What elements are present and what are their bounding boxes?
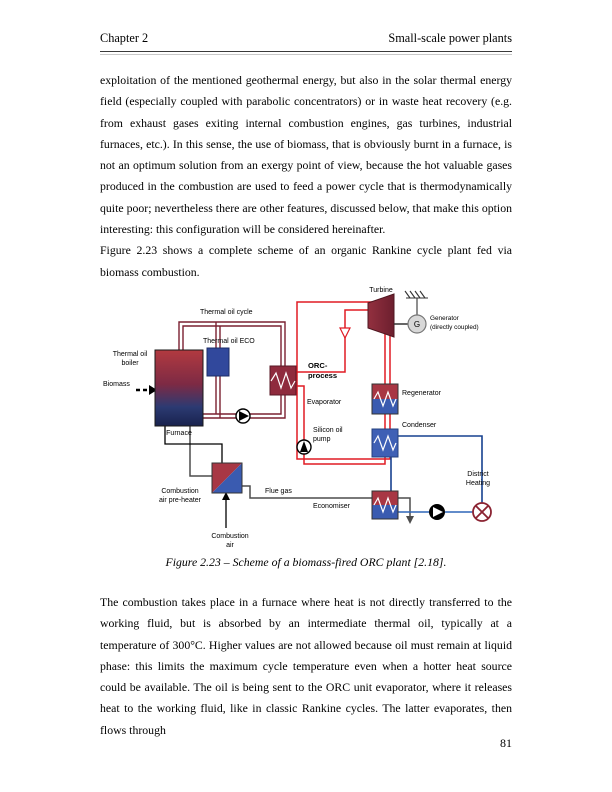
valve-icon bbox=[340, 328, 350, 338]
district-heating-consumer-icon bbox=[473, 503, 491, 521]
thermal-oil-boiler-shape bbox=[155, 350, 203, 426]
label-economiser: Economiser bbox=[313, 503, 350, 510]
label-silicon-pump-2: pump bbox=[313, 436, 331, 443]
running-header-title: Small-scale power plants bbox=[388, 31, 512, 45]
paragraph-intro: exploitation of the mentioned geothermal energy, but also in the solar thermal energy field (especially coupled with parabolic concentrators) or in waste heat recovery (e.g. from exhaust gases exiting internal combustion engines, gas turbines, industrial furnaces, etc.). In this sense, the use of biomass, that is obviously burnt in a furnace, is not an optimum solution from an exergy point of view, because the hot valuable gases produced in the combustion are used to feed a power cycle that is thermodynamically quite poor; nevertheless there are other features, discussed below, that make this option interesting: this configuration will be considered hereinafter. bbox=[100, 73, 512, 237]
biomass-arrow-icon bbox=[136, 385, 157, 395]
generator-icon bbox=[408, 315, 426, 333]
paragraph-description: The combustion takes place in a furnace where heat is not directly transferred to the working fluid, but is absorbed by an intermediate thermal oil, typically at a temperature of 300°C. Higher values are not allowed because oil must remain at liquid phase: this limits the maximum cycle temperature even when a hotter heat source could be available. The oil is being sent to the ORC unit evaporator, where it releases heat to the working fluid, like in classic Rankine cycles. The latter evaporates, then flows through bbox=[100, 595, 512, 737]
label-preheater-2: air pre-heater bbox=[158, 497, 202, 504]
thermal-oil-pump-icon bbox=[236, 409, 250, 423]
label-orc-1: ORC- bbox=[308, 361, 328, 370]
label-preheater-1: Combustion bbox=[161, 488, 199, 495]
label-thermal-oil-eco: Thermal oil ECO bbox=[203, 338, 255, 345]
lower-text-block bbox=[100, 592, 512, 741]
label-orc-2: process bbox=[308, 371, 338, 380]
thermal-oil-eco-shape bbox=[207, 348, 229, 376]
label-thermal-oil-cycle: Thermal oil cycle bbox=[200, 309, 253, 316]
economiser-shape bbox=[372, 491, 398, 519]
label-district-1: District bbox=[467, 471, 489, 478]
label-combustion-air-2: air bbox=[226, 542, 234, 549]
label-regenerator: Regenerator bbox=[402, 390, 441, 397]
label-furnace: Furnace bbox=[166, 430, 192, 437]
label-turbine: Turbine bbox=[369, 287, 393, 294]
label-flue-gas: Flue gas bbox=[265, 488, 292, 495]
label-boiler-2: boiler bbox=[121, 360, 139, 367]
label-evaporator: Evaporator bbox=[307, 399, 342, 406]
regenerator-shape bbox=[372, 384, 398, 414]
orc-diagram-svg bbox=[100, 286, 512, 550]
label-generator-1: Generator bbox=[430, 315, 459, 322]
running-header-block bbox=[100, 31, 512, 55]
running-header-chapter: Chapter 2 bbox=[100, 31, 149, 45]
label-generator-2: (directly coupled) bbox=[430, 324, 479, 331]
turbine-shape bbox=[368, 294, 394, 337]
generator-letter: G bbox=[413, 320, 421, 329]
label-boiler-1: Thermal oil bbox=[112, 351, 148, 358]
page-number: 81 bbox=[500, 736, 512, 750]
flue-gas-arrow bbox=[406, 516, 414, 524]
evaporator-shape bbox=[270, 366, 296, 395]
label-biomass: Biomass bbox=[103, 381, 130, 388]
condenser-shape bbox=[372, 429, 398, 457]
silicon-oil-pump-icon bbox=[297, 440, 311, 454]
figure-caption: Figure 2.23 – Scheme of a biomass-fired ORC plant [2.18]. bbox=[165, 555, 447, 569]
orc-plant-diagram bbox=[100, 286, 512, 550]
label-silicon-pump-1: Silicon oil bbox=[313, 427, 343, 434]
running-header bbox=[100, 31, 512, 51]
label-condenser: Condenser bbox=[402, 422, 437, 429]
figure-2-23 bbox=[100, 286, 512, 570]
label-combustion-air-1: Combustion bbox=[211, 533, 249, 540]
combustion-air-preheater-shape bbox=[212, 463, 242, 493]
upper-text-block bbox=[100, 70, 512, 283]
header-rule-secondary bbox=[100, 54, 512, 55]
ground-hatch-icon bbox=[405, 291, 428, 315]
header-rule bbox=[100, 51, 512, 52]
paragraph-figure-ref: Figure 2.23 shows a complete scheme of an organic Rankine cycle plant fed via biomass combustion. bbox=[100, 243, 512, 279]
district-heating-pump-icon bbox=[429, 504, 445, 520]
label-district-2: Heating bbox=[465, 480, 491, 487]
